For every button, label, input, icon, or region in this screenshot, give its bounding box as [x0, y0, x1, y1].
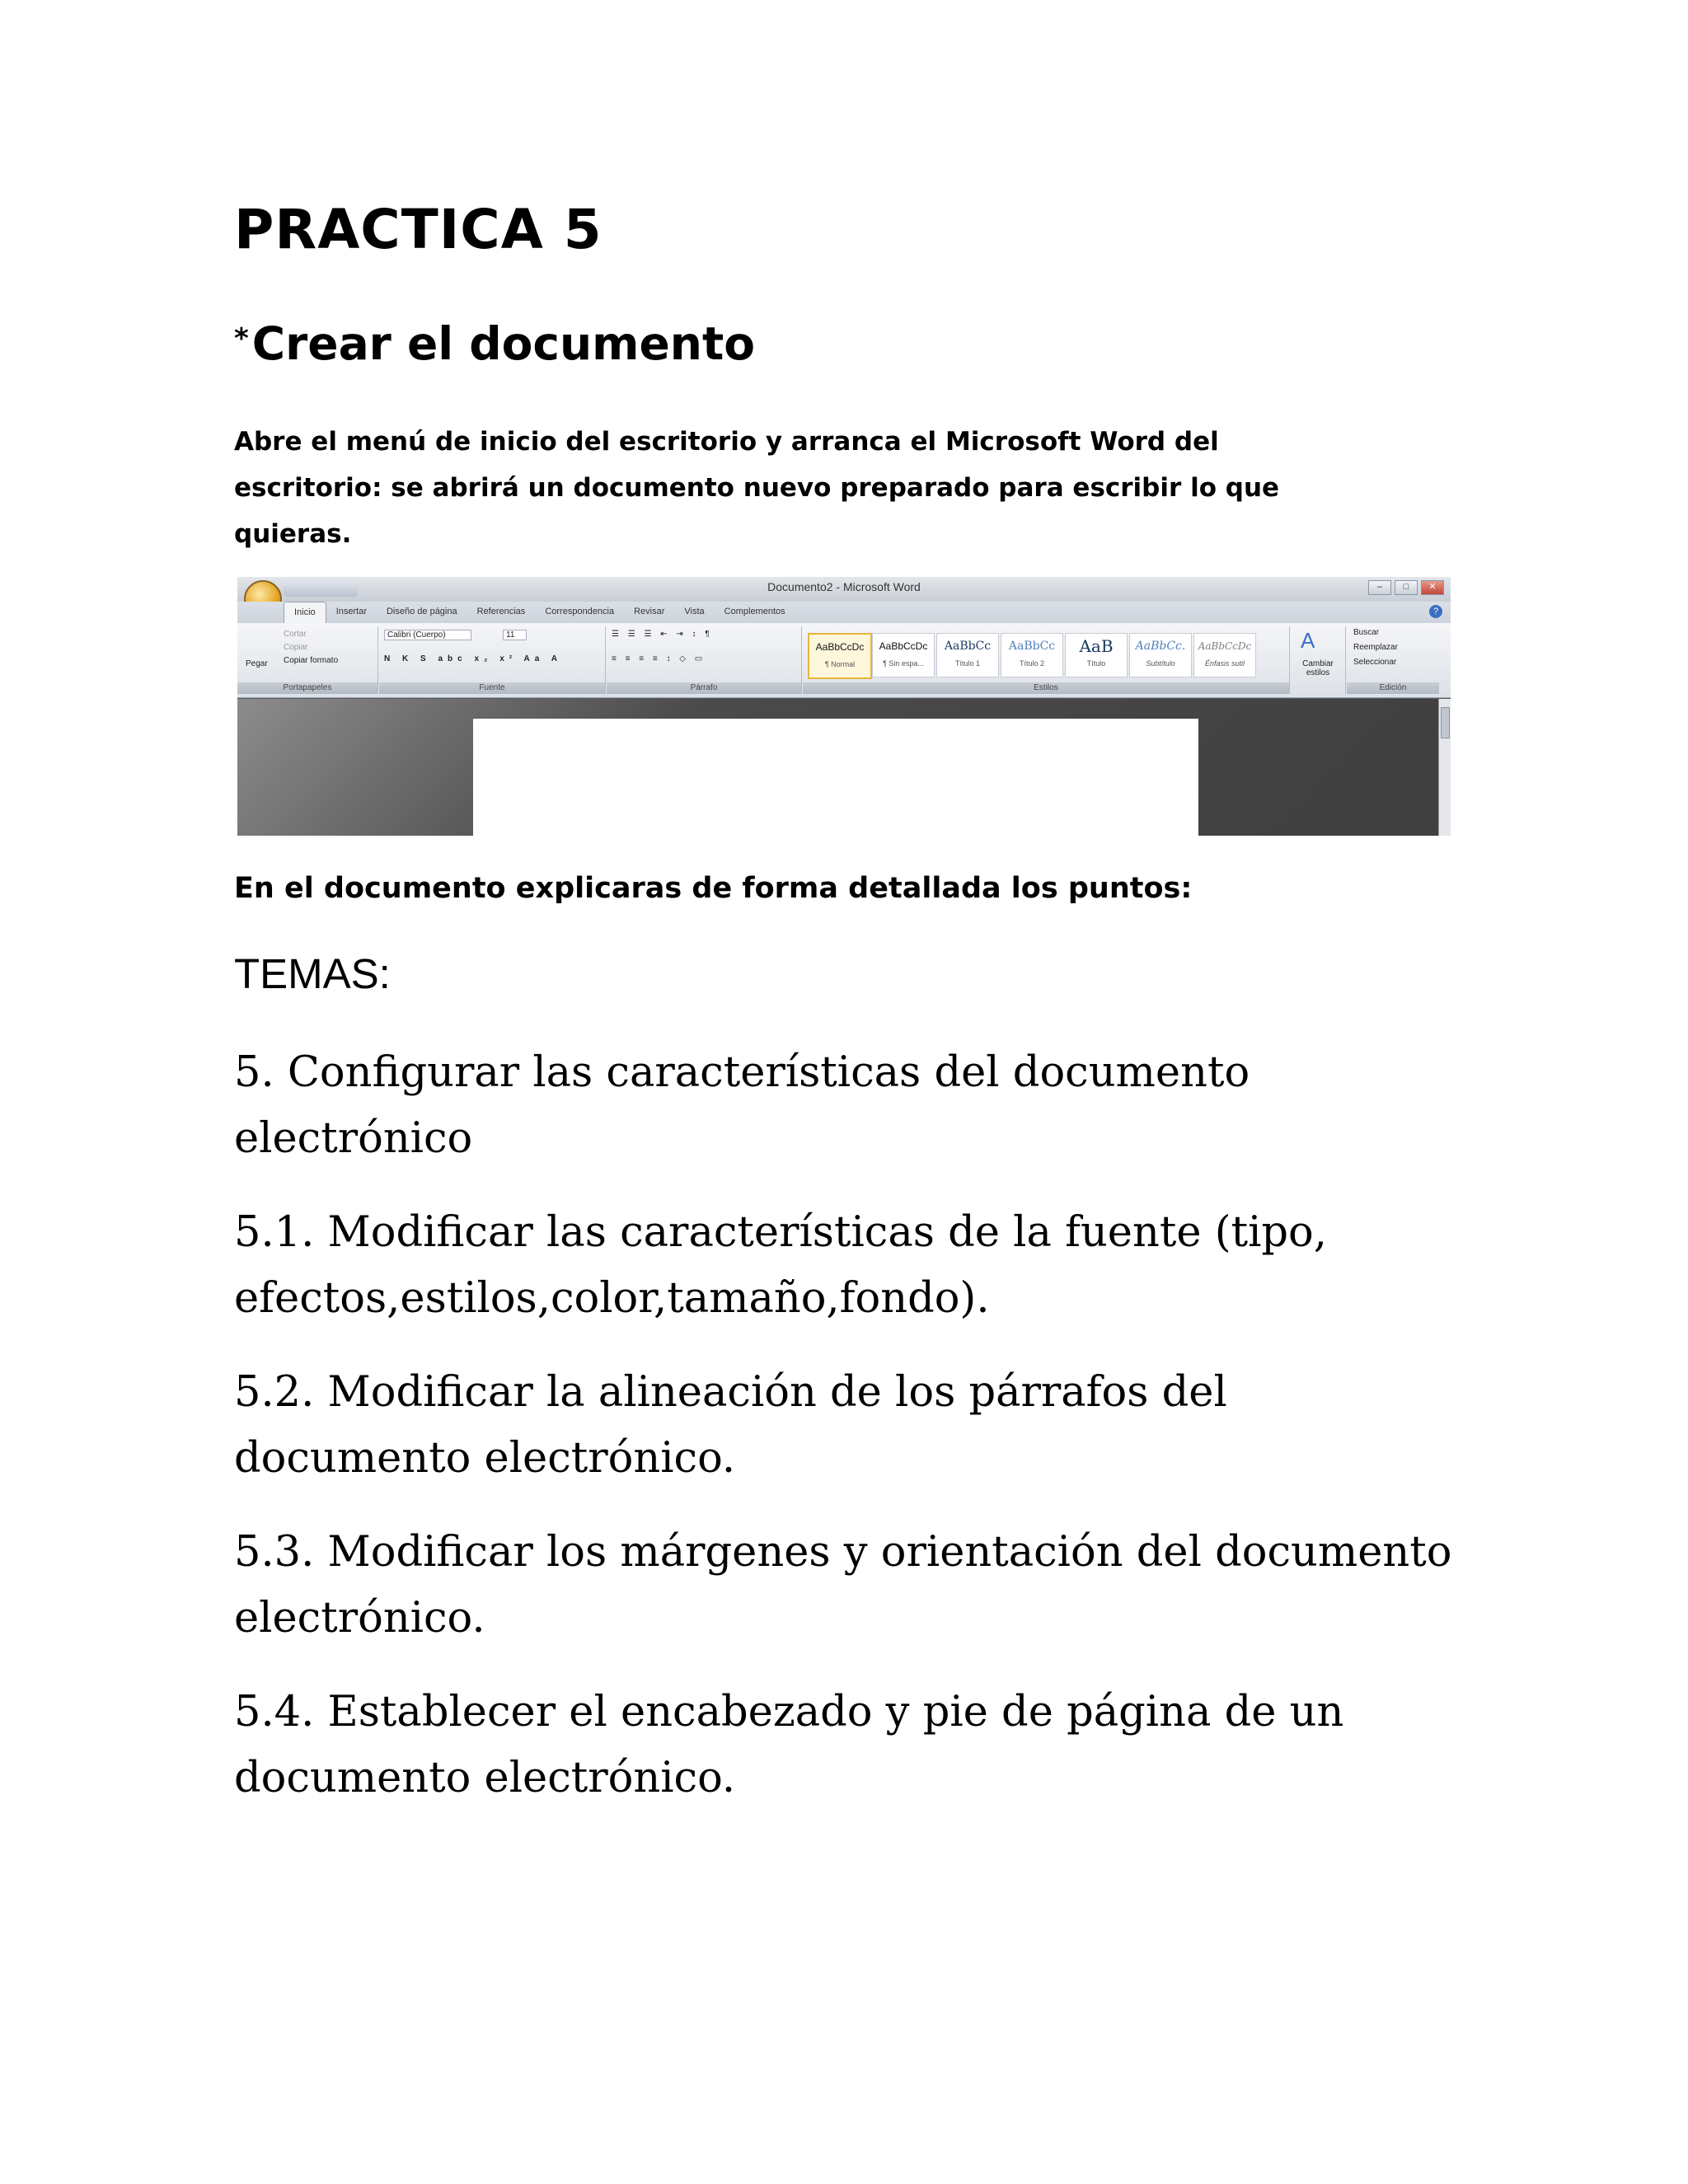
font-group — [379, 626, 606, 694]
tab-revisar: Revisar — [634, 607, 665, 616]
scroll-thumb — [1441, 707, 1450, 738]
font-name-box: Calibri (Cuerpo) — [384, 630, 471, 640]
tab-referencias: Referencias — [476, 607, 526, 616]
word-screenshot — [237, 577, 1451, 836]
editing-label: Edición — [1347, 682, 1439, 694]
minimize-icon: – — [1368, 580, 1391, 595]
ribbon — [237, 623, 1451, 698]
window-controls — [1368, 580, 1444, 595]
replace-button: Reemplazar — [1353, 643, 1398, 652]
vertical-scrollbar — [1438, 699, 1451, 836]
style-heading-1: AaBbCc Título 1 — [936, 633, 999, 677]
section-heading — [234, 317, 755, 370]
style-no-spacing: AaBbCcDc ¶ Sin espa... — [872, 633, 935, 677]
style-heading-2: AaBbCc Título 2 — [1001, 633, 1063, 677]
styles-group — [803, 626, 1290, 694]
asterisk: * — [234, 322, 249, 355]
font-label: Fuente — [379, 682, 605, 694]
select-button: Seleccionar — [1353, 658, 1397, 667]
tab-inicio: Inicio — [284, 602, 326, 623]
font-format-buttons: N K S abc x₂ x² Aa A — [384, 654, 562, 663]
tab-insertar: Insertar — [335, 607, 367, 616]
find-button: Buscar — [1353, 628, 1380, 637]
editing-group — [1347, 626, 1439, 694]
clipboard-label: Portapapeles — [237, 682, 377, 694]
blank-document-page — [473, 719, 1198, 836]
styles-label: Estilos — [803, 682, 1289, 694]
change-styles-icon: A — [1301, 628, 1315, 653]
window-title: Documento2 - Microsoft Word — [767, 580, 921, 593]
section-heading-text: Crear el documento — [251, 317, 756, 370]
paragraph-label: Párrafo — [607, 682, 801, 694]
topic-item: 5. Configurar las características del documento electrónico — [234, 1048, 1250, 1163]
ribbon-tabs — [237, 602, 1451, 623]
intro-paragraph: Abre el menú de inicio del escritorio y arranca el Microsoft Word del escritorio: se abrirá un documento nuevo preparado para escribir lo que quieras. — [234, 427, 1280, 549]
topic-item: 5.2. Modificar la alineación de los párrafos del documento electrónico. — [234, 1368, 1227, 1483]
help-icon: ? — [1429, 605, 1442, 618]
copy-button: Copiar — [284, 643, 308, 652]
topic-item: 5.3. Modificar los márgenes y orientación del documento electrónico. — [234, 1528, 1452, 1643]
temas-heading: TEMAS: — [234, 950, 391, 997]
close-icon: ✕ — [1421, 580, 1444, 595]
tab-diseno: Diseño de página — [386, 607, 457, 616]
format-painter-button: Copiar formato — [284, 656, 339, 665]
tab-vista: Vista — [684, 607, 705, 616]
topic-item: 5.4. Establecer el encabezado y pie de página de un documento electrónico. — [234, 1688, 1344, 1802]
instructions-lead: En el documento explicaras de forma detallada los puntos: — [234, 872, 1193, 905]
maximize-icon: □ — [1395, 580, 1418, 595]
style-subtitle: AaBbCc. Subtítulo — [1129, 633, 1192, 677]
paragraph-group — [607, 626, 802, 694]
clipboard-group — [237, 626, 378, 694]
list-buttons: ☰ ☰ ☰ ⇤ ⇥ ↕ ¶ — [612, 630, 713, 639]
window-titlebar — [237, 577, 1451, 602]
style-title: AaB Título — [1065, 633, 1128, 677]
paste-button: Pegar — [246, 659, 268, 668]
tab-complementos: Complementos — [724, 607, 785, 616]
style-normal: AaBbCcDc ¶ Normal — [808, 633, 872, 679]
page-title: PRACTICA 5 — [234, 198, 603, 261]
topic-item: 5.1. Modificar las características de la fuente (tipo, efectos,estilos,color,tamaño,fondo). — [234, 1208, 1327, 1323]
tab-correspondencia: Correspondencia — [545, 607, 615, 616]
change-styles-button: Cambiar estilos — [1302, 659, 1334, 677]
style-subtle-emphasis: AaBbCcDc Énfasis sutil — [1193, 633, 1256, 677]
font-size-box: 11 — [503, 630, 527, 640]
change-styles-group — [1291, 626, 1346, 694]
align-buttons: ≡ ≡ ≡ ≡ ↕ ◇ ▭ — [612, 654, 706, 663]
cut-button: Cortar — [284, 630, 307, 639]
